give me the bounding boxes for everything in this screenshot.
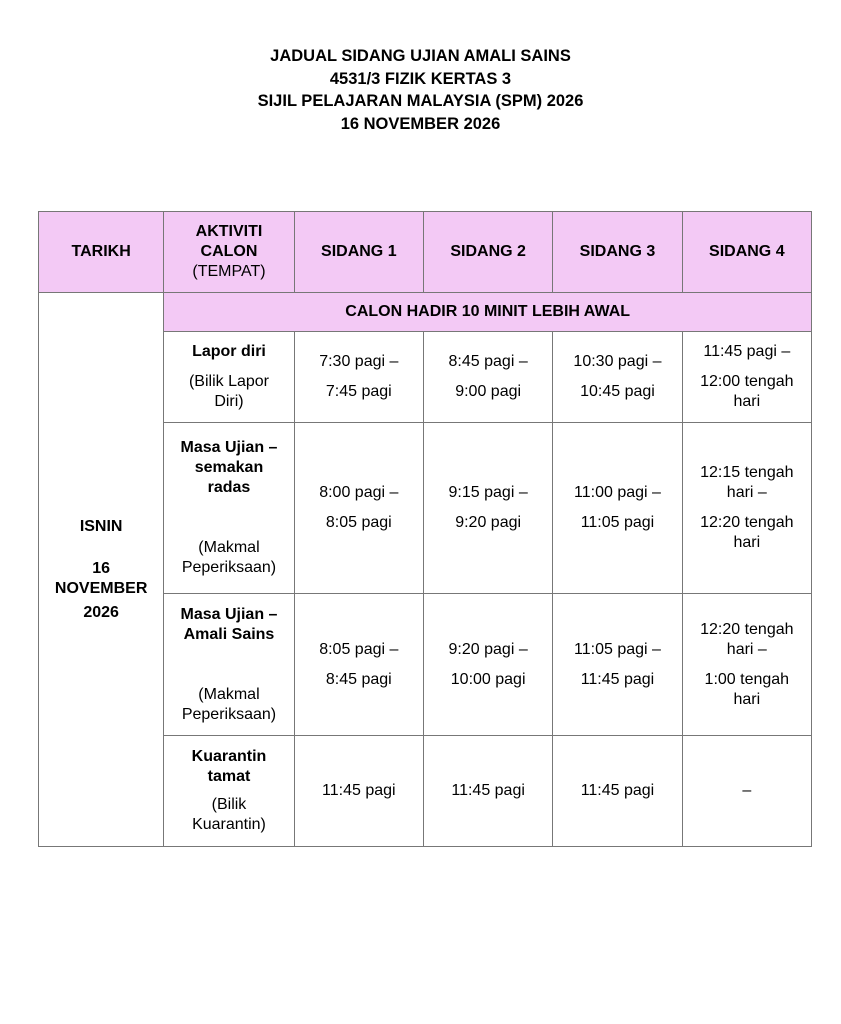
activity-cell (164, 736, 294, 847)
sidang-1-time (294, 594, 423, 736)
sidang-1-time: 11:45 pagi (294, 736, 423, 847)
header-sidang-3: SIDANG 3 (553, 212, 682, 293)
notice-band: CALON HADIR 10 MINIT LEBIH AWAL (164, 293, 812, 332)
activity-name-line1: Kuarantin (191, 748, 267, 765)
activity-name-line1: Masa Ujian – (180, 605, 278, 623)
header-aktiviti-line3: (TEMPAT) (192, 263, 266, 280)
time-line: 12:20 tengah (700, 620, 794, 638)
title-line-4: 16 NOVEMBER 2026 (340, 114, 501, 133)
time-line: 12:00 tengah (700, 373, 794, 390)
header-aktiviti (164, 212, 294, 293)
schedule-table (38, 211, 812, 847)
activity-name: Lapor diri (192, 343, 266, 360)
activity-place-line1: (Bilik Lapor (188, 373, 269, 390)
header-aktiviti-line2: CALON (200, 243, 258, 260)
time-line: 8:45 pagi – (448, 353, 528, 370)
date-year: 2026 (83, 603, 119, 621)
time-line: 8:45 pagi (325, 670, 392, 688)
time-line: 11:05 pagi (580, 514, 655, 531)
header-tarikh: TARIKH (39, 212, 164, 293)
activity-place-line2: Peperiksaan) (181, 559, 277, 576)
activity-cell (164, 423, 294, 594)
time-line: hari (733, 534, 761, 551)
sidang-4-time (682, 594, 811, 736)
sidang-1-time (294, 332, 423, 423)
sidang-4-time: – (682, 736, 811, 847)
title-line-3: SIJIL PELAJARAN MALAYSIA (SPM) 2026 (257, 92, 584, 110)
date-cell (39, 293, 164, 847)
sidang-3-time (553, 423, 682, 594)
time-line: 12:20 tengah (700, 514, 794, 531)
sidang-2-time (423, 594, 552, 736)
activity-name-line2: Amali Sains (183, 625, 275, 643)
time-line: 9:20 pagi – (448, 640, 528, 658)
time-line: 8:05 pagi – (319, 640, 399, 658)
title-line-2: 4531/3 FIZIK KERTAS 3 (329, 69, 512, 88)
time-line: hari – (726, 640, 767, 658)
sidang-2-time: 11:45 pagi (423, 736, 552, 847)
notice-band-row (39, 293, 812, 332)
activity-place-line1: (Makmal (198, 539, 260, 556)
activity-name-line2: tamat (207, 768, 251, 785)
time-line: 9:15 pagi – (448, 484, 528, 501)
sidang-3-time: 11:45 pagi (553, 736, 682, 847)
header-sidang-4: SIDANG 4 (682, 212, 811, 293)
header-aktiviti-line1: AKTIVITI (195, 223, 263, 240)
sidang-4-time (682, 423, 811, 594)
date-num: 16 (92, 559, 111, 577)
activity-cell (164, 594, 294, 736)
date-month: NOVEMBER (54, 579, 148, 597)
header-sidang-2: SIDANG 2 (423, 212, 552, 293)
activity-place-line1: (Bilik (211, 796, 247, 813)
time-line: 11:45 pagi (580, 670, 655, 688)
time-line: 8:05 pagi (325, 514, 392, 531)
sidang-2-time (423, 332, 552, 423)
sidang-2-time (423, 423, 552, 594)
time-line: 12:15 tengah (700, 464, 794, 481)
activity-name-line3: radas (207, 479, 251, 496)
time-line: hari (733, 690, 761, 708)
time-line: 10:45 pagi (580, 383, 655, 400)
time-line: 10:30 pagi – (573, 353, 662, 370)
activity-name-line2: semakan (194, 459, 264, 476)
activity-cell (164, 332, 294, 423)
table-header-row (39, 212, 812, 293)
time-line: 11:45 pagi – (703, 343, 791, 360)
sidang-1-time (294, 423, 423, 594)
header-sidang-1: SIDANG 1 (294, 212, 423, 293)
sidang-3-time (553, 594, 682, 736)
time-line: 10:00 pagi (450, 670, 526, 688)
activity-place-line2: Peperiksaan) (181, 705, 277, 723)
date-day: ISNIN (79, 517, 123, 535)
document-title (0, 45, 841, 135)
sidang-4-time (682, 332, 811, 423)
time-line: 7:45 pagi (325, 383, 392, 400)
activity-place-line2: Diri) (214, 393, 244, 410)
time-line: 9:00 pagi (455, 383, 522, 400)
activity-place-line2: Kuarantin) (192, 816, 266, 833)
time-line: 9:20 pagi (455, 514, 522, 531)
sidang-3-time (553, 332, 682, 423)
activity-name-line1: Masa Ujian – (180, 439, 278, 456)
time-line: 8:00 pagi – (319, 484, 399, 501)
time-line: 7:30 pagi – (319, 353, 399, 370)
time-line: 11:05 pagi – (574, 640, 661, 658)
time-line: hari – (726, 484, 767, 501)
time-line: 11:00 pagi – (574, 484, 661, 501)
time-line: hari (733, 393, 761, 410)
time-line: 1:00 tengah (704, 670, 790, 688)
title-line-1: JADUAL SIDANG UJIAN AMALI SAINS (270, 47, 571, 65)
activity-place-line1: (Makmal (198, 685, 260, 703)
